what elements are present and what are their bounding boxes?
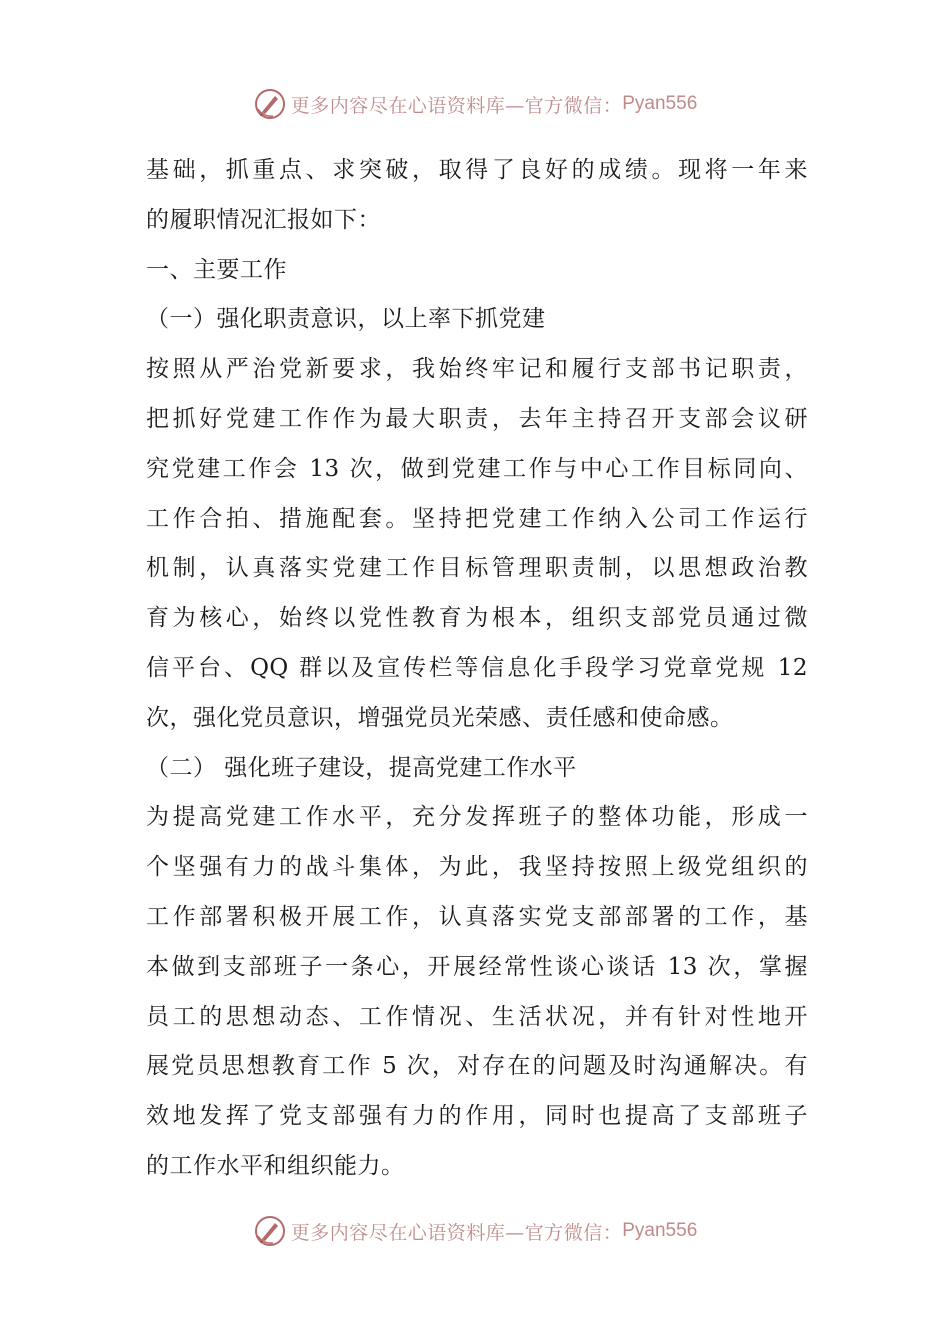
paragraph-line: 工作合拍、措施配套。坚持把党建工作纳入公司工作运行: [146, 505, 808, 532]
document-body: [146, 146, 808, 1192]
paragraph-line: 员工的思想动态、工作情况、生活状况，并有针对性地开: [146, 1003, 808, 1030]
paragraph-line: 本做到支部班子一条心，开展经常性谈心谈话 13 次，掌握: [146, 953, 808, 980]
paragraph-line: 为提高党建工作水平，充分发挥班子的整体功能，形成一: [146, 804, 808, 831]
footer-watermark: [0, 1211, 950, 1251]
paragraph-line: 按照从严治党新要求，我始终牢记和履行支部书记职责，: [146, 356, 808, 383]
paragraph-line: 究党建工作会 13 次，做到党建工作与中心工作目标同向、: [146, 455, 808, 482]
watermark-wechat-id: Pyan556: [622, 1220, 698, 1241]
paragraph-line: 育为核心，始终以党性教育为根本，组织支部党员通过微: [146, 605, 808, 632]
paragraph-line: 把抓好党建工作作为最大职责，去年主持召开支部会议研: [146, 405, 808, 432]
paragraph-line: 效地发挥了党支部强有力的作用，同时也提高了支部班子: [146, 1103, 808, 1130]
watermark-wechat-id: Pyan556: [622, 93, 698, 114]
paragraph-line: 次，强化党员意识，增强党员光荣感、责任感和使命感。: [146, 704, 734, 731]
watermark-text: 更多内容尽在心语资料库—官方微信：: [290, 94, 623, 117]
paragraph-line: （一）强化职责意识，以上率下抓党建: [146, 306, 546, 333]
paragraph-line: 个坚强有力的战斗集体，为此，我坚持按照上级党组织的: [146, 854, 808, 881]
paragraph-line: 信平台、QQ 群以及宣传栏等信息化手段学习党章党规 12: [146, 654, 808, 681]
header-watermark: [0, 84, 950, 124]
paragraph-line: 机制，认真落实党建工作目标管理职责制，以思想政治教: [146, 555, 808, 582]
paragraph-line: 工作部署积极开展工作，认真落实党支部部署的工作，基: [146, 903, 808, 930]
pen-logo-icon: [253, 1214, 287, 1248]
paragraph-line: 展党员思想教育工作 5 次，对存在的问题及时沟通解决。有: [146, 1053, 808, 1080]
paragraph-line: 的工作水平和组织能力。: [146, 1152, 405, 1179]
pen-logo-icon: [253, 87, 287, 121]
watermark-text: 更多内容尽在心语资料库—官方微信：: [290, 1221, 623, 1244]
paragraph-line: （二） 强化班子建设，提高党建工作水平: [146, 754, 577, 781]
paragraph-line: 的履职情况汇报如下：: [146, 206, 381, 233]
paragraph-line: 一、主要工作: [146, 256, 287, 283]
paragraph-line: 基础，抓重点、求突破，取得了良好的成绩。现将一年来: [146, 157, 808, 183]
